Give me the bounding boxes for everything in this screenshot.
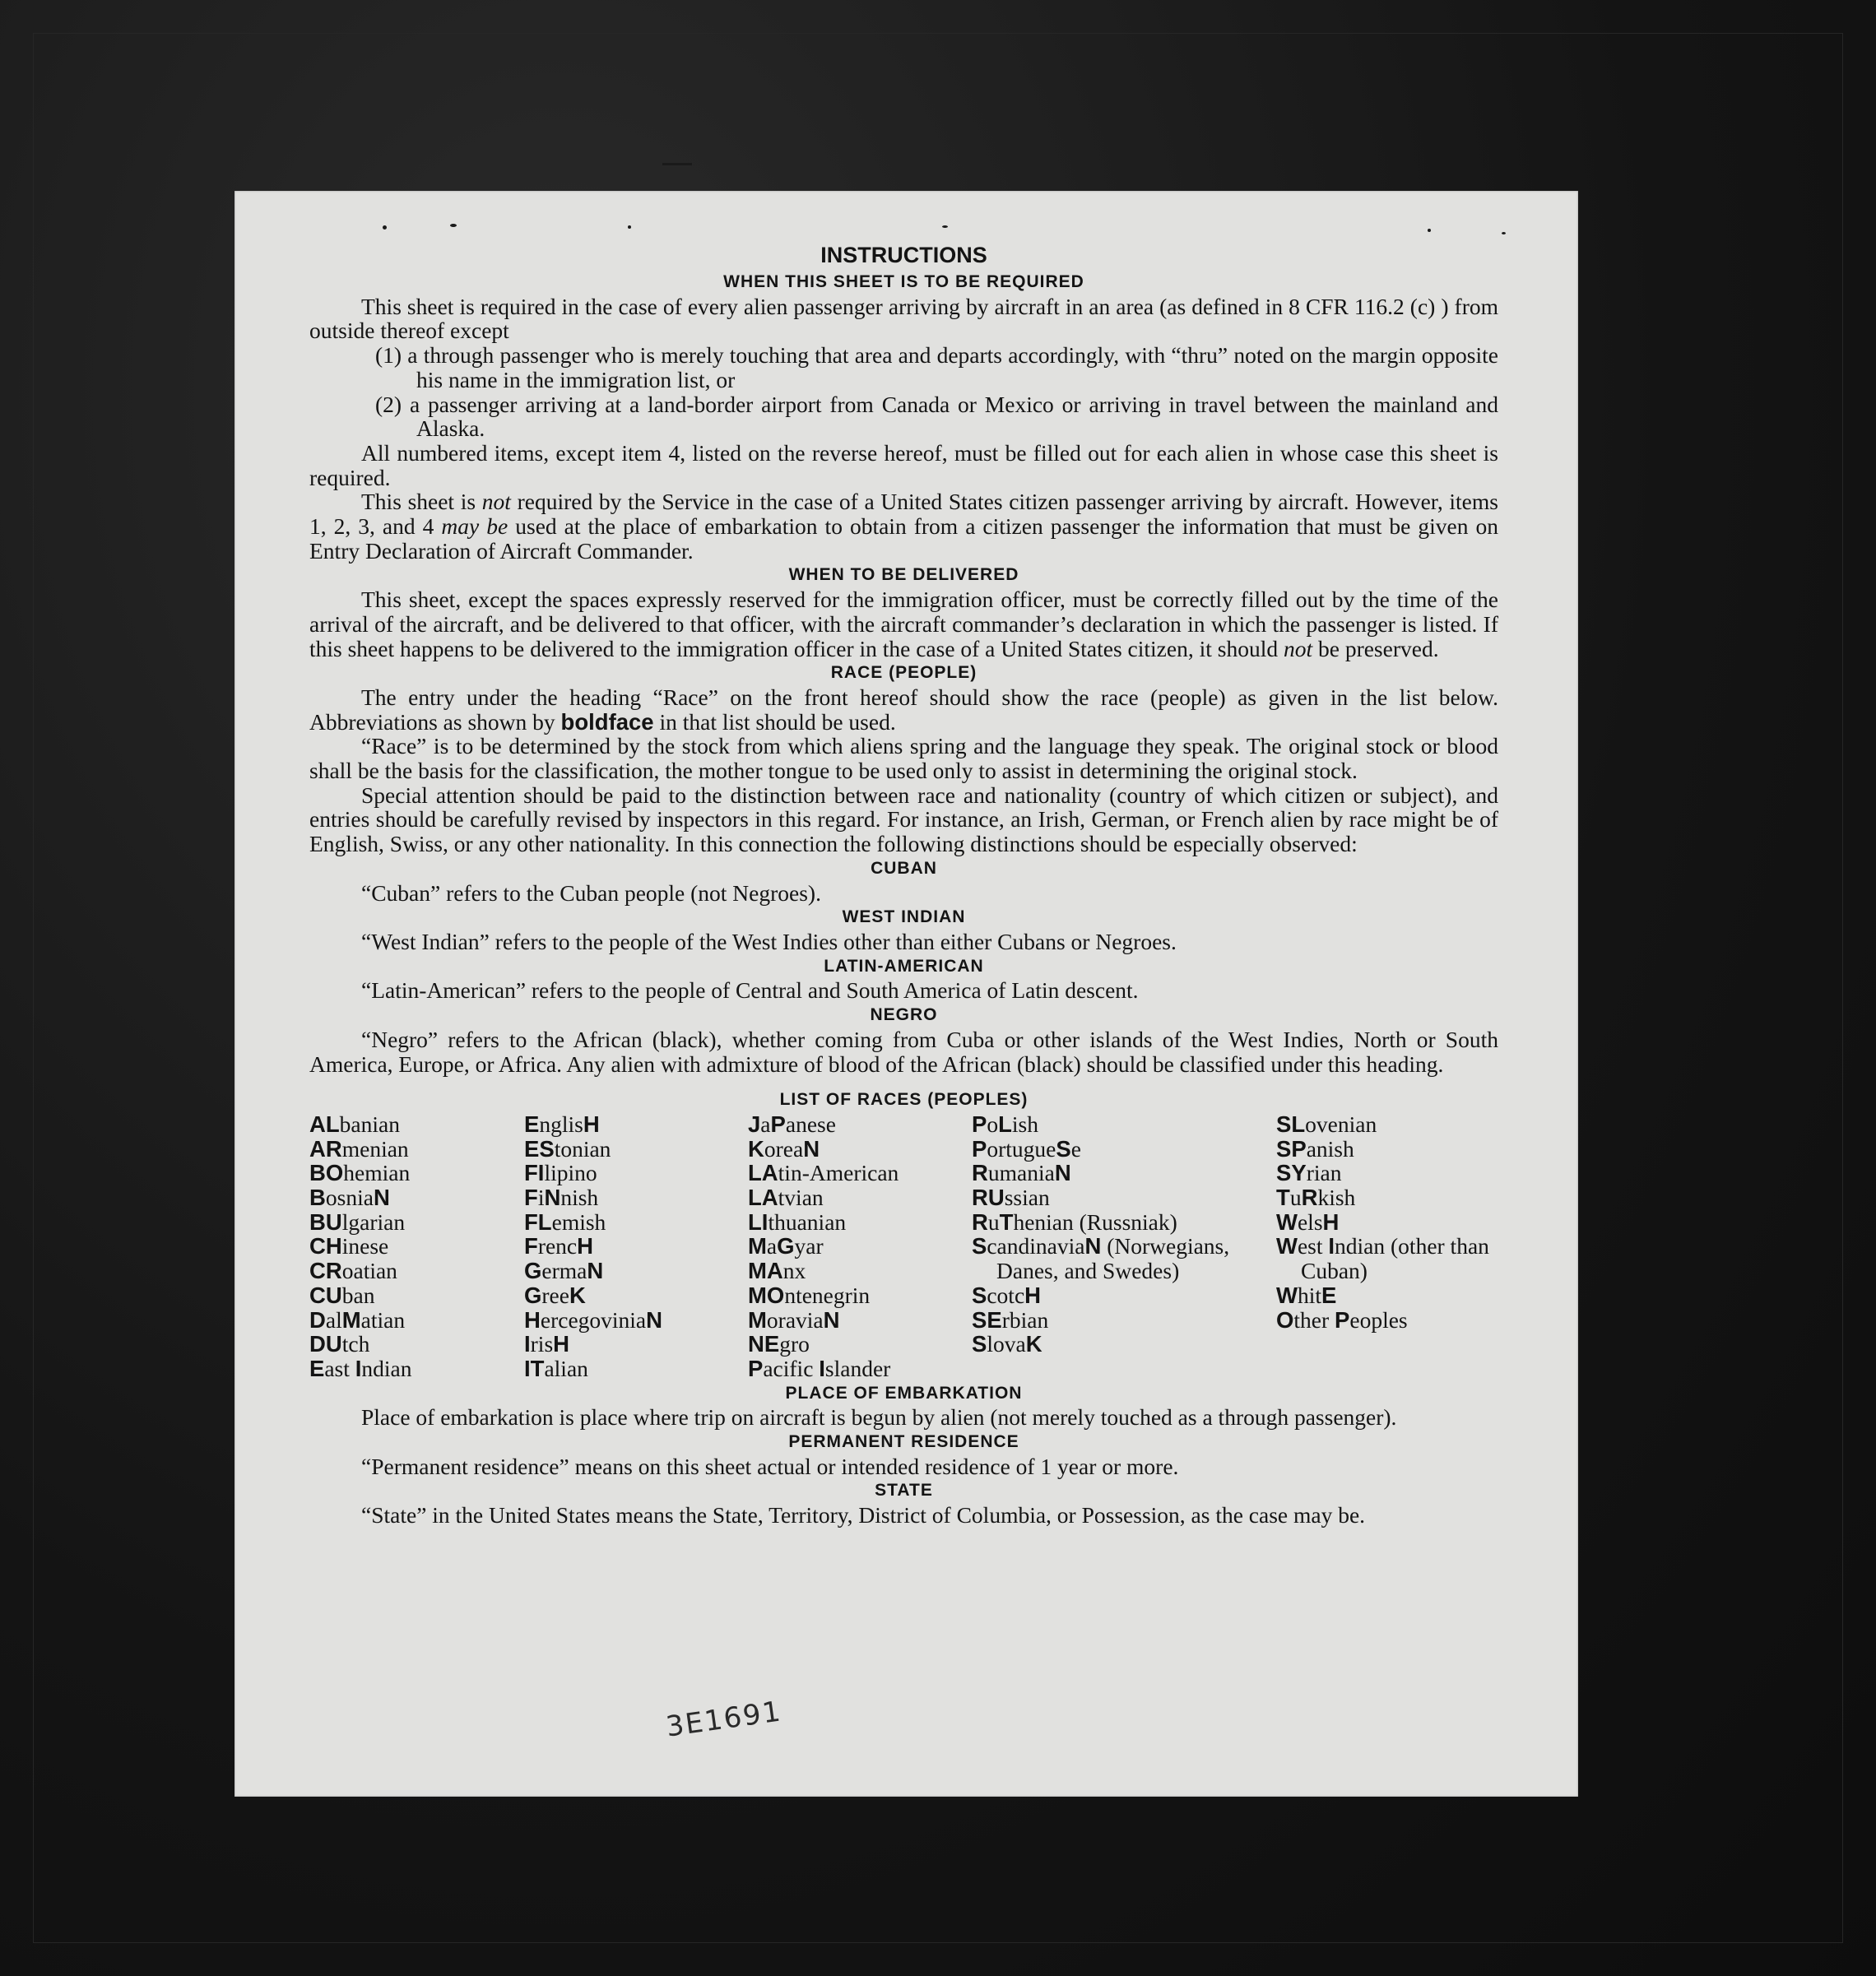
- emphasis-not: not: [1283, 635, 1313, 661]
- race-abbreviation: P: [972, 1135, 987, 1162]
- race-abbreviation: P: [972, 1111, 987, 1137]
- race-text: lova: [987, 1331, 1026, 1357]
- race-entry: [748, 1357, 972, 1381]
- heading-cuban: CUBAN: [871, 858, 937, 878]
- race-abbreviation: D: [309, 1306, 326, 1333]
- race-abbreviation: CU: [309, 1282, 342, 1308]
- instructions-body: [309, 240, 1498, 1528]
- race-entry: [524, 1185, 748, 1210]
- race-text: alian: [544, 1355, 588, 1381]
- race-entry: [524, 1332, 748, 1357]
- race-abbreviation: CR: [309, 1258, 342, 1284]
- text-run: required by the Service in the case of a United States citizen passenger arriving by aircraft. However, items 1, 2, 3, and 4: [309, 489, 1498, 540]
- boldface-word: boldface: [560, 708, 654, 735]
- race-abbreviation: I: [1328, 1233, 1335, 1259]
- race-entry: [309, 1357, 524, 1381]
- race-entry: [524, 1308, 748, 1333]
- race-entry: [972, 1161, 1276, 1185]
- speck: [1502, 232, 1506, 234]
- race-text: ndian: [361, 1355, 412, 1381]
- race-text: ast: [324, 1355, 355, 1381]
- race-entry: [972, 1137, 1276, 1162]
- race-abbreviation: CH: [309, 1233, 342, 1259]
- race-text: umania: [987, 1160, 1055, 1186]
- page-title: INSTRUCTIONS: [820, 243, 987, 267]
- text-run: This sheet is: [361, 489, 482, 515]
- race-text: gro: [779, 1331, 810, 1357]
- race-text: (Norwegians, Danes, and Swedes): [996, 1233, 1230, 1284]
- race-text: atian: [360, 1306, 406, 1333]
- race-text: al: [325, 1306, 342, 1333]
- race-paragraph-3: Special attention should be paid to the distinction between race and nationality (country of which citizen or subject), and entries should be carefully revised by inspectors in this regard. For instance, an Irish, German, or French alien by race might be of English, Swiss, or any other nationality. In this connection the following distinctions should be especially observed:: [309, 782, 1498, 857]
- race-text: i: [537, 1185, 545, 1211]
- text-run: The entry under the heading “Race” on the front hereof should show the race (people) as given in the list below. Abbreviations as shown by: [309, 684, 1498, 735]
- race-abbreviation: K: [569, 1282, 586, 1308]
- race-abbreviation: G: [524, 1258, 542, 1284]
- race-abbreviation: SE: [972, 1306, 1002, 1333]
- race-entry: [748, 1210, 972, 1235]
- heading-residence: PERMANENT RESIDENCE: [788, 1432, 1019, 1452]
- race-entry: [309, 1161, 524, 1185]
- exception-2: (2) a passenger arriving at a land-border airport from Canada or Mexico or arriving in travel between the mainland and Alaska.: [375, 391, 1498, 442]
- race-abbreviation: T: [1276, 1185, 1290, 1211]
- race-abbreviation: FI: [524, 1160, 545, 1186]
- race-abbreviation: P: [748, 1355, 764, 1381]
- race-abbreviation: R: [972, 1208, 988, 1235]
- heading-state: STATE: [875, 1481, 933, 1501]
- race-entry: [309, 1308, 524, 1333]
- race-text: erma: [541, 1258, 587, 1284]
- state-paragraph: “State” in the United States means the State, Territory, District of Columbia, or Possession, as the case may be.: [361, 1502, 1366, 1528]
- race-text: slander: [824, 1355, 891, 1381]
- race-text: anish: [1306, 1135, 1354, 1162]
- race-entry: [972, 1234, 1276, 1283]
- race-text: hemian: [343, 1160, 411, 1186]
- race-text: oravia: [766, 1306, 824, 1333]
- race-abbreviation: N: [544, 1185, 561, 1211]
- race-text: oatian: [341, 1258, 397, 1284]
- speck: [942, 225, 948, 228]
- race-text: nglis: [539, 1111, 583, 1137]
- heading-required: WHEN THIS SHEET IS TO BE REQUIRED: [723, 272, 1084, 291]
- race-text: a: [766, 1233, 778, 1259]
- race-abbreviation: F: [524, 1233, 538, 1259]
- instruction-sheet: [234, 191, 1578, 1797]
- race-text: lgarian: [341, 1208, 406, 1235]
- race-abbreviation: ES: [524, 1135, 555, 1162]
- race-entry: [524, 1283, 748, 1308]
- race-text: ovenian: [1305, 1111, 1377, 1137]
- race-column: [972, 1112, 1276, 1381]
- race-text: banian: [339, 1111, 400, 1137]
- race-abbreviation: R: [972, 1160, 988, 1186]
- race-entry: [972, 1308, 1276, 1333]
- race-paragraph-1: [309, 685, 1498, 734]
- emphasis-may-be: may be: [441, 513, 508, 540]
- race-entry: [1276, 1137, 1498, 1162]
- race-entry: [524, 1210, 748, 1235]
- race-column: [524, 1112, 748, 1381]
- embarkation-paragraph: Place of embarkation is place where trip on aircraft is begun by alien (not merely touched as a through passenger).: [361, 1404, 1397, 1431]
- race-text: els: [1297, 1208, 1323, 1235]
- race-text: acific: [763, 1355, 820, 1381]
- race-abbreviation: S: [972, 1233, 987, 1259]
- race-abbreviation: BU: [309, 1208, 342, 1235]
- race-abbreviation: G: [524, 1282, 542, 1308]
- race-abbreviation: G: [777, 1233, 795, 1259]
- race-entry: [748, 1234, 972, 1259]
- required-paragraph-1: This sheet is required in the case of every alien passenger arriving by aircraft in an area (as defined in 8 CFR 116.2 (c) ) from outside thereof except: [309, 293, 1498, 344]
- race-entry: [309, 1332, 524, 1357]
- race-abbreviation: S: [972, 1282, 987, 1308]
- race-text: osnia: [325, 1185, 374, 1211]
- race-abbreviation: O: [1276, 1306, 1294, 1333]
- race-text: ssian: [1004, 1185, 1050, 1211]
- race-abbreviation: P: [1335, 1306, 1350, 1333]
- race-text: ban: [341, 1282, 375, 1308]
- race-abbreviation: N: [1084, 1233, 1102, 1259]
- race-paragraph-2: “Race” is to be determined by the stock from which aliens spring and the language they speak. The original stock or blood shall be the basis for the classification, the mother tongue to be used only to assist in determining the original stock.: [309, 733, 1498, 784]
- race-column: [309, 1112, 524, 1381]
- race-abbreviation: N: [1054, 1160, 1071, 1186]
- race-abbreviation: H: [553, 1331, 570, 1357]
- race-abbreviation: N: [803, 1135, 820, 1162]
- race-entry: [748, 1112, 972, 1137]
- race-abbreviation: SP: [1276, 1135, 1307, 1162]
- race-text: hit: [1297, 1282, 1321, 1308]
- race-abbreviation: F: [524, 1185, 538, 1211]
- required-paragraph-2: All numbered items, except item 4, listed on the reverse hereof, must be filled out for each alien in whose case this sheet is required.: [309, 439, 1498, 490]
- exception-1: (1) a through passenger who is merely touching that area and departs accordingly, with “thru” noted on the margin opposite his name in the immigration list, or: [375, 342, 1498, 392]
- race-abbreviation: N: [587, 1258, 604, 1284]
- race-abbreviation: N: [373, 1185, 390, 1211]
- residence-paragraph: “Permanent residence” means on this sheet actual or intended residence of 1 year or more.: [361, 1453, 1179, 1479]
- race-abbreviation: K: [1025, 1331, 1042, 1357]
- race-text: nx: [782, 1258, 806, 1284]
- race-entry: [524, 1112, 748, 1137]
- speck: [1428, 229, 1431, 232]
- race-abbreviation: R: [1301, 1185, 1318, 1211]
- race-abbreviation: P: [770, 1111, 786, 1137]
- race-text: tvian: [778, 1185, 824, 1211]
- race-text: lipino: [544, 1160, 597, 1186]
- speck: [628, 225, 631, 229]
- race-text: u: [987, 1208, 1000, 1235]
- race-abbreviation: M: [341, 1306, 361, 1333]
- race-text: ris: [530, 1331, 554, 1357]
- race-abbreviation: N: [823, 1306, 840, 1333]
- emphasis-not: not: [481, 489, 511, 515]
- negro-paragraph: “Negro” refers to the African (black), whether coming from Cuba or other islands of the West Indies, North or South America, Europe, or Africa. Any alien with admixture of blood of the African (black) should be classified under this heading.: [309, 1026, 1498, 1077]
- race-abbreviation: E: [524, 1111, 540, 1137]
- race-text: cotc: [987, 1282, 1025, 1308]
- race-abbreviation: LI: [748, 1208, 769, 1235]
- race-entry: [1276, 1161, 1498, 1185]
- handwritten-number: 3E1691: [663, 1695, 784, 1744]
- race-abbreviation: B: [309, 1185, 326, 1211]
- race-entry: [524, 1259, 748, 1283]
- race-text: o: [987, 1111, 999, 1137]
- race-abbreviation: H: [1024, 1282, 1042, 1308]
- race-entry: [748, 1137, 972, 1162]
- race-text: a: [760, 1111, 771, 1137]
- race-entry: [1276, 1210, 1498, 1235]
- race-text: tch: [341, 1331, 370, 1357]
- race-abbreviation: K: [748, 1135, 764, 1162]
- text-run: used at the place of embarkation to obtain from a citizen passenger the information that must be given on Entry Declaration of Aircraft Commander.: [309, 513, 1498, 564]
- west-indian-paragraph: “West Indian” refers to the people of the West Indies other than either Cubans or Negroes.: [361, 928, 1177, 954]
- race-text: eoples: [1349, 1306, 1408, 1333]
- race-abbreviation: I: [819, 1355, 825, 1381]
- race-entry: [748, 1161, 972, 1185]
- race-entry: [972, 1210, 1276, 1235]
- race-text: rbian: [1001, 1306, 1049, 1333]
- race-entry: [748, 1332, 972, 1357]
- race-entry: [309, 1210, 524, 1235]
- race-entry: [524, 1161, 748, 1185]
- race-abbreviation: H: [524, 1306, 541, 1333]
- race-text: candinavia: [987, 1233, 1085, 1259]
- race-entry: [748, 1283, 972, 1308]
- race-entry: [972, 1283, 1276, 1308]
- race-entry: [524, 1137, 748, 1162]
- heading-list-of-races: LIST OF RACES (PEOPLES): [779, 1090, 1029, 1110]
- race-text: u: [1289, 1185, 1302, 1211]
- race-abbreviation: MA: [748, 1258, 783, 1284]
- race-abbreviation: S: [1056, 1135, 1071, 1162]
- race-abbreviation: I: [524, 1331, 531, 1357]
- race-abbreviation: AL: [309, 1111, 340, 1137]
- race-text: ercegovinia: [540, 1306, 647, 1333]
- heading-embarkation: PLACE OF EMBARKATION: [785, 1383, 1023, 1403]
- race-abbreviation: J: [748, 1111, 761, 1137]
- race-abbreviation: L: [998, 1111, 1012, 1137]
- film-mark: [662, 163, 692, 165]
- race-abbreviation: T: [999, 1208, 1014, 1235]
- race-entry: [748, 1308, 972, 1333]
- required-paragraph-3: [309, 489, 1498, 563]
- race-abbreviation: E: [309, 1355, 325, 1381]
- race-text: tonian: [554, 1135, 611, 1162]
- race-abbreviation: DU: [309, 1331, 342, 1357]
- race-text: ree: [541, 1282, 569, 1308]
- heading-race: RACE (PEOPLE): [830, 663, 977, 683]
- race-abbreviation: RU: [972, 1185, 1005, 1211]
- race-text: inese: [341, 1233, 389, 1259]
- race-entry: [748, 1259, 972, 1283]
- race-entry: [1276, 1234, 1498, 1283]
- race-text: orea: [764, 1135, 804, 1162]
- race-column: [748, 1112, 972, 1381]
- race-text: ntenegrin: [784, 1282, 871, 1308]
- race-entry: [309, 1112, 524, 1137]
- race-abbreviation: W: [1276, 1282, 1298, 1308]
- race-text: rian: [1306, 1160, 1342, 1186]
- race-abbreviation: I: [355, 1355, 362, 1381]
- race-entry: [309, 1137, 524, 1162]
- race-text: nish: [560, 1185, 599, 1211]
- race-abbreviation: LA: [748, 1185, 778, 1211]
- race-text: henian (Russniak): [1013, 1208, 1177, 1235]
- race-column: [1276, 1112, 1498, 1381]
- race-entry: [309, 1259, 524, 1283]
- race-text: ndian (other than Cuban): [1301, 1233, 1489, 1284]
- cuban-paragraph: “Cuban” refers to the Cuban people (not Negroes).: [361, 879, 821, 906]
- race-abbreviation: MO: [748, 1282, 785, 1308]
- race-text: yar: [794, 1233, 824, 1259]
- delivered-paragraph: [309, 587, 1498, 661]
- race-abbreviation: SL: [1276, 1111, 1306, 1137]
- speck: [450, 224, 457, 227]
- race-entry: [1276, 1185, 1498, 1210]
- race-abbreviation: IT: [524, 1355, 545, 1381]
- race-abbreviation: H: [583, 1111, 600, 1137]
- race-entry: [524, 1234, 748, 1259]
- race-abbreviation: FL: [524, 1208, 552, 1235]
- race-entry: [309, 1283, 524, 1308]
- race-abbreviation: N: [646, 1306, 663, 1333]
- race-entry: [748, 1185, 972, 1210]
- race-abbreviation: W: [1276, 1233, 1298, 1259]
- race-abbreviation: E: [1321, 1282, 1337, 1308]
- race-text: menian: [341, 1135, 409, 1162]
- race-text: tin-American: [778, 1160, 899, 1186]
- heading-west-indian: WEST INDIAN: [842, 907, 966, 927]
- text-run: be preserved.: [1312, 635, 1439, 661]
- race-entry: [972, 1185, 1276, 1210]
- race-text: thuanian: [768, 1208, 847, 1235]
- race-abbreviation: BO: [309, 1160, 344, 1186]
- heading-negro: NEGRO: [870, 1005, 938, 1025]
- race-entry: [524, 1357, 748, 1381]
- race-abbreviation: AR: [309, 1135, 342, 1162]
- race-list: [309, 1112, 1498, 1381]
- race-text: anese: [785, 1111, 836, 1137]
- race-text: ortugue: [987, 1135, 1056, 1162]
- race-abbreviation: W: [1276, 1208, 1298, 1235]
- race-text: ish: [1011, 1111, 1038, 1137]
- race-abbreviation: S: [972, 1331, 987, 1357]
- race-entry: [1276, 1283, 1498, 1308]
- race-entry: [972, 1332, 1276, 1357]
- heading-latin-american: LATIN-AMERICAN: [824, 956, 984, 976]
- race-abbreviation: SY: [1276, 1160, 1307, 1186]
- race-text: e: [1070, 1135, 1081, 1162]
- speck: [383, 225, 387, 230]
- latin-american-paragraph: “Latin-American” refers to the people of Central and South America of Latin descent.: [361, 977, 1139, 1004]
- race-abbreviation: H: [577, 1233, 594, 1259]
- heading-delivered: WHEN TO BE DELIVERED: [788, 565, 1019, 585]
- race-entry: [1276, 1112, 1498, 1137]
- race-text: emish: [551, 1208, 606, 1235]
- race-text: ther: [1293, 1306, 1335, 1333]
- race-entry: [972, 1112, 1276, 1137]
- race-entry: [309, 1185, 524, 1210]
- race-abbreviation: M: [748, 1233, 767, 1259]
- race-entry: [309, 1234, 524, 1259]
- text-run: This sheet, except the spaces expressly reserved for the immigration officer, must be correctly filled out by the time of the arrival of the aircraft, and be delivered to that officer, with the aircraft commander’s declaration in which the passenger is listed. If this sheet happens to be delivered to the immigration officer in the case of a United States citizen, it should: [309, 587, 1498, 661]
- race-abbreviation: H: [1322, 1208, 1340, 1235]
- race-abbreviation: LA: [748, 1160, 778, 1186]
- text-run: in that list should be used.: [653, 708, 896, 735]
- race-abbreviation: M: [748, 1306, 767, 1333]
- race-text: renc: [537, 1233, 578, 1259]
- race-abbreviation: NE: [748, 1331, 780, 1357]
- race-text: est: [1297, 1233, 1329, 1259]
- race-text: kish: [1317, 1185, 1356, 1211]
- race-entry: [1276, 1308, 1498, 1333]
